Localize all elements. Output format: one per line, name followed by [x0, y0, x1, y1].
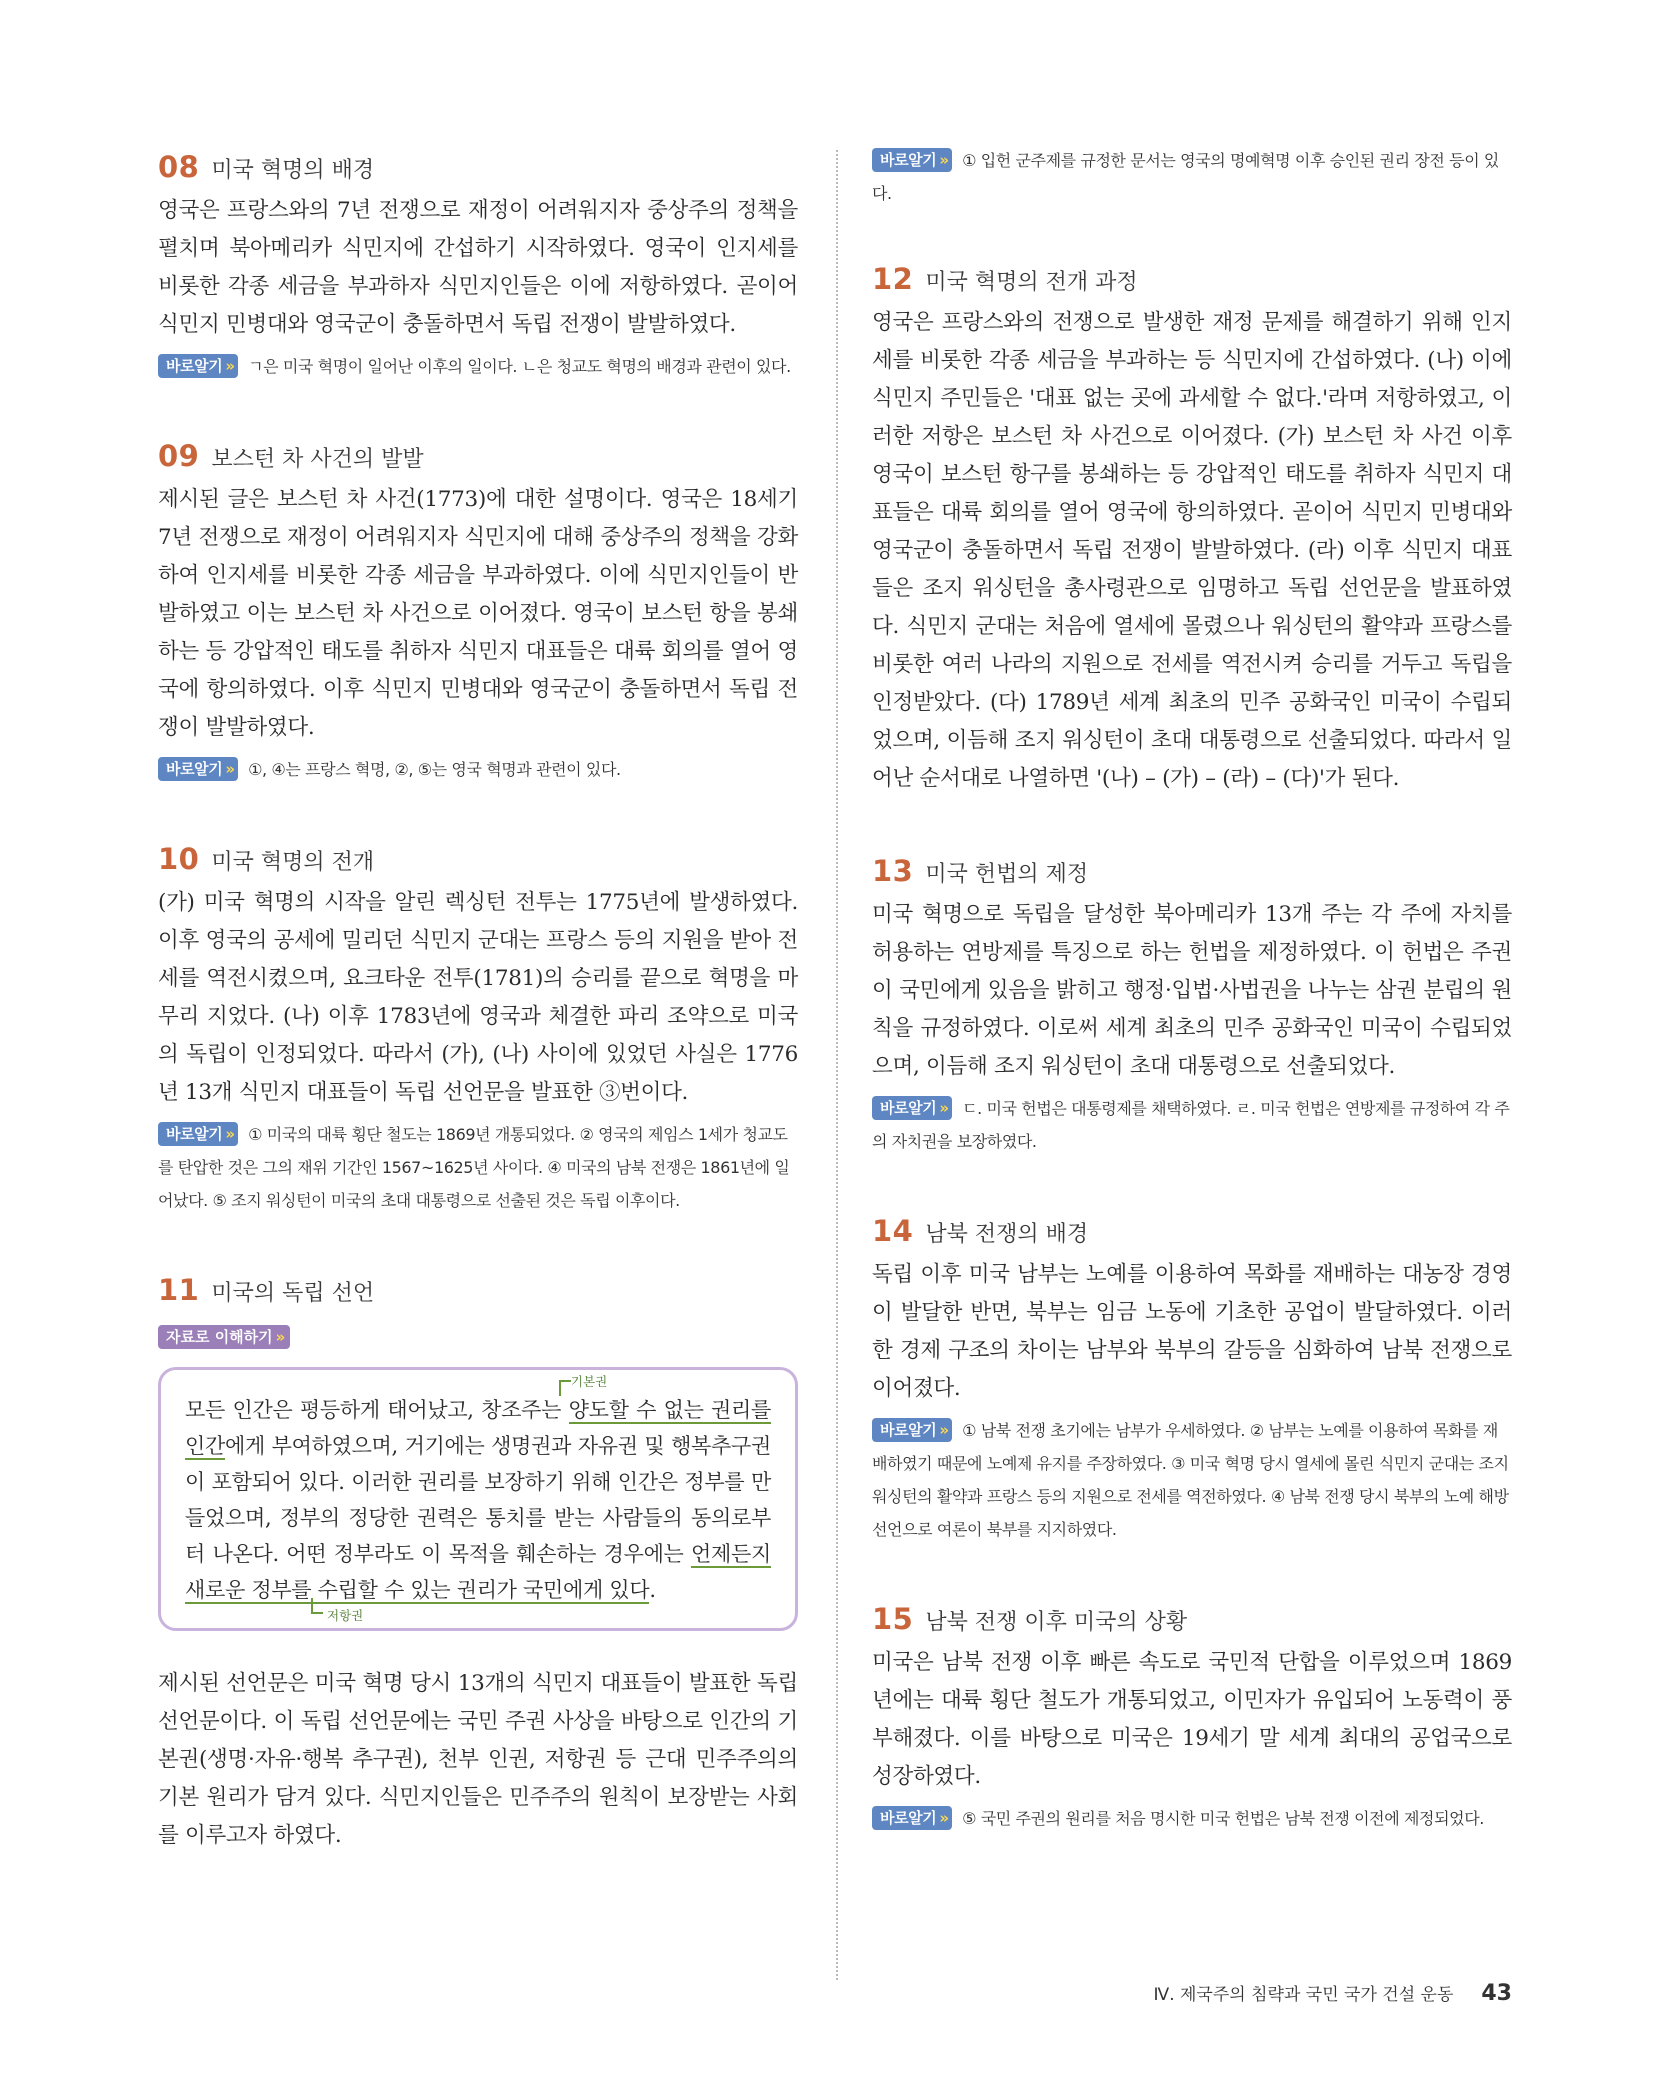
section-body: 미국은 남북 전쟁 이후 빠른 속도로 국민적 단합을 이루었으며 1869년에는 대륙 횡단 철도가 개통되었고, 이민자가 유입되어 노동력이 풍부해졌다. 이를 바탕으로 미국은 19세기 말 세계 최대의 공업국으로 성장하였다. — [872, 1650, 1512, 1789]
section-14 — [872, 1214, 1512, 1546]
barroalgi-badge: 바로알기 » — [872, 1096, 952, 1120]
section-title: 보스턴 차 사건의 발발 — [211, 447, 424, 472]
correction-note — [872, 1414, 1512, 1546]
correction-note — [158, 350, 798, 383]
section-body: 제시된 선언문은 미국 혁명 당시 13개의 식민지 대표들이 발표한 독립 선언문이다. 이 독립 선언문에는 국민 주권 사상을 바탕으로 인간의 기본권(생명·자유·행복 추구권), 천부 인권, 저항권 등 근대 민주주의의 기본 원리가 담겨 있다. 식민지인들은 민주주의 원칙이 보장받는 사회를 이루고자 하였다. — [158, 1671, 798, 1848]
section-11 — [158, 1273, 798, 1855]
correction-note — [872, 1092, 1512, 1158]
section-title: 미국 혁명의 전개 — [211, 850, 375, 875]
section-body: 영국은 프랑스와의 7년 전쟁으로 재정이 어려워지자 중상주의 정책을 펼치며 북아메리카 식민지에 간섭하기 시작하였다. 영국이 인지세를 비롯한 각종 세금을 부과하자 식민지인들은 이에 저항하였다. 곧이어 식민지 민병대와 영국군이 충돌하면서 독립 전쟁이 발발하였다. — [158, 198, 798, 337]
section-11-note — [872, 144, 1512, 210]
section-body: (가) 미국 혁명의 시작을 알린 렉싱턴 전투는 1775년에 발생하였다. 이후 영국의 공세에 밀리던 식민지 군대는 프랑스 등의 지원을 받아 전세를 역전시켰으며, 요크타운 전투(1781)의 승리를 끝으로 혁명을 마무리 지었다. (나) 이후 1783년에 영국과 체결한 파리 조약으로 미국의 독립이 인정되었다. 따라서 (가), (나) 사이에 있었던 사실은 1776년 13개 식민지 대표들이 독립 선언문을 발표한 ③번이다. — [158, 890, 798, 1105]
right-column — [872, 150, 1512, 1891]
section-heading — [158, 439, 798, 473]
section-number: 11 — [158, 1273, 200, 1307]
note-text: ① 남북 전쟁 초기에는 남부가 우세하였다. ② 남부는 노예를 이용하여 목화를 재배하였기 때문에 노예제 유지를 주장하였다. ③ 미국 혁명 당시 열세에 몰린 식민지 군대는 조지 워싱턴의 활약과 프랑스 등의 지원으로 전세를 역전하였다. ④ 남북 전쟁 당시 북부의 노예 해방 선언으로 여론이 북부를 지지하였다. — [872, 1421, 1509, 1539]
section-heading — [158, 150, 798, 184]
quote-text: 모든 인간은 평등하게 태어났고, 창조주는 양도할 수 없는 권리를 인간에게 부여하였으며, 거기에는 생명권과 자유권 및 행복추구권이 포함되어 있다. 이러한 권리를 보장하기 위해 인간은 정부를 만들었으며, 정부의 정당한 권력은 통치를 받는 사람들의 동의로부터 나온다. 어떤 정부라도 이 목적을 훼손하는 경우에는 언제든지 새로운 정부를 수립할 수 있는 권리가 국민에게 있다. — [185, 1398, 772, 1602]
annotation-basic-rights: 기본권 — [571, 1374, 608, 1389]
section-heading — [158, 1273, 798, 1307]
barroalgi-badge: 바로알기 » — [158, 757, 238, 781]
section-number: 10 — [158, 842, 200, 876]
chevron-icon: » — [275, 1328, 283, 1346]
chevron-icon: » — [939, 1809, 947, 1827]
page-footer — [1154, 1980, 1512, 2006]
note-text: ㄷ. 미국 헌법은 대통령제를 채택하였다. ㄹ. 미국 헌법은 연방제를 규정하여 각 주의 자치권을 보장하였다. — [872, 1099, 1510, 1151]
correction-note — [158, 753, 798, 786]
section-13 — [872, 854, 1512, 1158]
chevron-icon: » — [225, 1125, 233, 1143]
column-divider — [836, 150, 838, 1980]
chevron-icon: » — [225, 760, 233, 778]
correction-note — [872, 144, 1512, 210]
section-number: 09 — [158, 439, 200, 473]
section-heading — [158, 842, 798, 876]
section-number: 12 — [872, 262, 914, 296]
section-08 — [158, 150, 798, 383]
annotation-pointer — [559, 1380, 571, 1396]
section-number: 13 — [872, 854, 914, 888]
left-column — [158, 150, 798, 1855]
note-text: ①, ④는 프랑스 혁명, ②, ⑤는 영국 혁명과 관련이 있다. — [248, 760, 621, 779]
section-12 — [872, 262, 1512, 798]
section-number: 15 — [872, 1602, 914, 1636]
annotation-pointer — [311, 1598, 323, 1614]
barroalgi-badge: 바로알기 » — [872, 1418, 952, 1442]
section-body: 미국 혁명으로 독립을 달성한 북아메리카 13개 주는 각 주에 자치를 허용하는 연방제를 특징으로 하는 헌법을 제정하였다. 이 헌법은 주권이 국민에게 있음을 밝히고 행정·입법·사법권을 나누는 삼권 분립의 원칙을 규정하였다. 이로써 세계 최초의 민주 공화국인 미국이 수립되었으며, 이듬해 조지 워싱턴이 초대 대통령으로 선출되었다. — [872, 902, 1512, 1079]
section-title: 미국의 독립 선언 — [211, 1281, 375, 1306]
page-number: 43 — [1481, 1981, 1512, 2006]
section-number: 14 — [872, 1214, 914, 1248]
section-15 — [872, 1602, 1512, 1835]
chevron-icon: » — [225, 357, 233, 375]
barroalgi-badge: 바로알기 » — [872, 1806, 952, 1830]
section-number: 08 — [158, 150, 200, 184]
chevron-icon: » — [939, 151, 947, 169]
section-title: 미국 혁명의 전개 과정 — [925, 270, 1138, 295]
resource-badge: 자료로 이해하기 » — [158, 1325, 290, 1349]
chevron-icon: » — [939, 1099, 947, 1117]
note-text: ① 미국의 대륙 횡단 철도는 1869년 개통되었다. ② 영국의 제임스 1세가 청교도를 탄압한 것은 그의 재위 기간인 1567~1625년 사이다. ④ 미국의 남북 전쟁은 1861년에 일어났다. ⑤ 조지 워싱턴이 미국의 초대 대통령으로 선출된 것은 독립 이후이다. — [158, 1125, 790, 1210]
chapter-title: Ⅳ. 제국주의 침략과 국민 국가 건설 운동 — [1153, 1985, 1454, 2005]
section-heading — [872, 262, 1512, 296]
section-heading — [872, 1602, 1512, 1636]
note-text: ㄱ은 미국 혁명이 일어난 이후의 일이다. ㄴ은 청교도 혁명의 배경과 관련이 있다. — [248, 357, 791, 376]
annotation-resistance: 저항권 — [327, 1608, 364, 1623]
chevron-icon: » — [939, 1421, 947, 1439]
correction-note — [872, 1802, 1512, 1835]
barroalgi-badge: 바로알기 » — [158, 1122, 238, 1146]
declaration-quote-box — [158, 1367, 798, 1631]
section-10 — [158, 842, 798, 1217]
barroalgi-badge: 바로알기 » — [158, 354, 238, 378]
correction-note — [158, 1118, 798, 1217]
highlight-inalienable-rights: 양도할 수 없는 권리를 인간 — [185, 1398, 772, 1458]
section-heading — [872, 854, 1512, 888]
section-title: 남북 전쟁 이후 미국의 상황 — [925, 1610, 1188, 1635]
section-title: 남북 전쟁의 배경 — [925, 1222, 1089, 1247]
highlight-right-of-resistance: 언제든지 새로운 정부를 수립할 수 있는 권리가 국민에게 있다 — [185, 1542, 771, 1602]
barroalgi-badge: 바로알기 » — [872, 148, 952, 172]
note-text: ⑤ 국민 주권의 원리를 처음 명시한 미국 헌법은 남북 전쟁 이전에 제정되었다. — [962, 1809, 1484, 1828]
section-title: 미국 헌법의 제정 — [925, 862, 1089, 887]
section-title: 미국 혁명의 배경 — [211, 158, 375, 183]
section-body: 독립 이후 미국 남부는 노예를 이용하여 목화를 재배하는 대농장 경영이 발달한 반면, 북부는 임금 노동에 기초한 공업이 발달하였다. 이러한 경제 구조의 차이는 남부와 북부의 갈등을 심화하여 남북 전쟁으로 이어졌다. — [872, 1262, 1512, 1401]
section-body: 영국은 프랑스와의 전쟁으로 발생한 재정 문제를 해결하기 위해 인지세를 비롯한 각종 세금을 부과하는 등 식민지에 간섭하였다. (나) 이에 식민지 주민들은 '대표 없는 곳에 과세할 수 없다.'라며 저항하였고, 이러한 저항은 보스턴 차 사건으로 이어졌다. (가) 보스턴 차 사건 이후 영국이 보스턴 항구를 봉쇄하는 등 강압적인 태도를 취하자 식민지 대표들은 대륙 회의를 열어 영국에 항의하였다. 곧이어 식민지 민병대와 영국군이 충돌하면서 독립 전쟁이 발발하였다. (라) 이후 식민지 대표들은 조지 워싱턴을 총사령관으로 임명하고 독립 선언문을 발표하였다. 식민지 군대는 처음에 열세에 몰렸으나 워싱턴의 활약과 프랑스를 비롯한 여러 나라의 지원으로 전세를 역전시켜 승리를 거두고 독립을 인정받았다. (다) 1789년 세계 최초의 민주 공화국인 미국이 수립되었으며, 이듬해 조지 워싱턴이 초대 대통령으로 선출되었다. 따라서 일어난 순서대로 나열하면 '(나) – (가) – (라) – (다)'가 된다. — [872, 310, 1512, 791]
section-heading — [872, 1214, 1512, 1248]
note-text: ① 입헌 군주제를 규정한 문서는 영국의 명예혁명 이후 승인된 권리 장전 등이 있다. — [872, 151, 1499, 203]
section-body: 제시된 글은 보스턴 차 사건(1773)에 대한 설명이다. 영국은 18세기 7년 전쟁으로 재정이 어려워지자 식민지에 대해 중상주의 정책을 강화하여 인지세를 비롯한 각종 세금을 부과하였다. 이에 식민지인들이 반발하였고 이는 보스턴 차 사건으로 이어졌다. 영국이 보스턴 항을 봉쇄하는 등 강압적인 태도를 취하자 식민지 대표들은 대륙 회의를 열어 영국에 항의하였다. 이후 식민지 민병대와 영국군이 충돌하면서 독립 전쟁이 발발하였다. — [158, 487, 798, 740]
section-09 — [158, 439, 798, 786]
